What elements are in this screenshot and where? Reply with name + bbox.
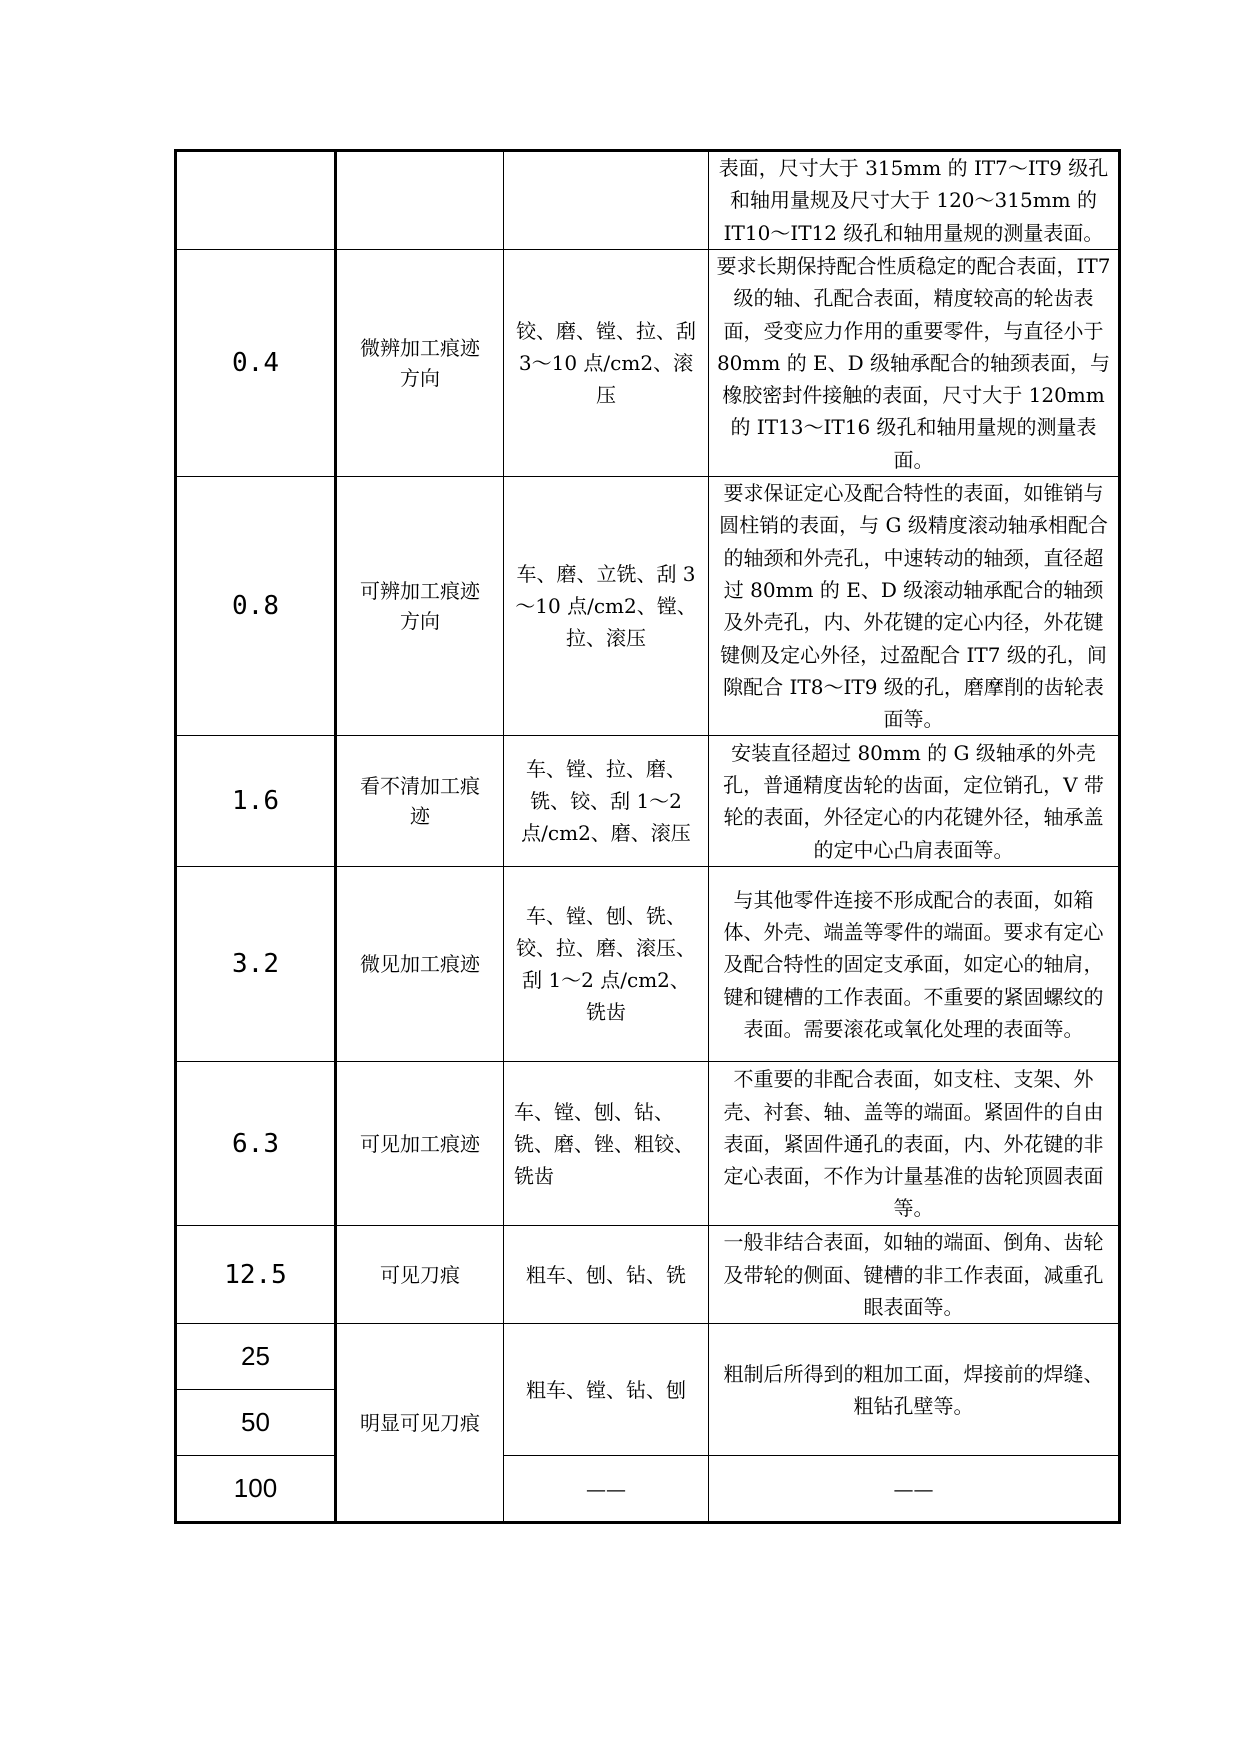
roughness-value: 50 — [176, 1390, 336, 1456]
machining-methods: 车、镗、刨、铣、铰、拉、磨、滚压、刮 1～2 点/cm2、铣齿 — [504, 867, 709, 1062]
table-row — [176, 867, 1120, 1062]
table-row — [176, 1226, 1120, 1324]
roughness-value: 0.4 — [176, 250, 336, 477]
surface-feature: 可见加工痕迹 — [336, 1062, 504, 1226]
application-examples: 要求保证定心及配合特性的表面，如锥销与圆柱销的表面，与 G 级精度滚动轴承相配合的轴颈和外壳孔，中速转动的轴颈，直径超过 80mm 的 E、D 级滚动轴承配合的轴颈及外壳孔，内、外花键的定心内径，外花键键侧及定心外径，过盈配合 IT7 级的孔，间隙配合 IT8～IT9 级的孔，磨摩削的齿轮表面等。 — [709, 477, 1120, 736]
table-row — [176, 1062, 1120, 1226]
roughness-table — [174, 149, 1121, 1524]
roughness-value: 25 — [176, 1324, 336, 1390]
surface-feature — [336, 151, 504, 250]
machining-methods-dash: —— — [504, 1456, 709, 1523]
application-examples: 与其他零件连接不形成配合的表面，如箱体、外壳、端盖等零件的端面。要求有定心及配合特性的固定支承面，如定心的轴肩，键和键槽的工作表面。不重要的紧固螺纹的表面。需要滚花或氧化处理的表面等。 — [709, 867, 1120, 1062]
roughness-value: 3.2 — [176, 867, 336, 1062]
roughness-value: 1.6 — [176, 736, 336, 867]
table-row — [176, 151, 1120, 250]
surface-feature: 明显可见刀痕 — [336, 1324, 504, 1523]
table-row — [176, 736, 1120, 867]
application-examples: 一般非结合表面，如轴的端面、倒角、齿轮及带轮的侧面、键槽的非工作表面，减重孔眼表面等。 — [709, 1226, 1120, 1324]
surface-feature: 看不清加工痕迹 — [336, 736, 504, 867]
surface-feature: 微见加工痕迹 — [336, 867, 504, 1062]
table-row — [176, 477, 1120, 736]
application-examples: 要求长期保持配合性质稳定的配合表面，IT7 级的轴、孔配合表面，精度较高的轮齿表面，受变应力作用的重要零件，与直径小于 80mm 的 E、D 级轴承配合的轴颈表面，与橡胶密封件接触的表面，尺寸大于 120mm 的 IT13～IT16 级孔和轴用量规的测量表面。 — [709, 250, 1120, 477]
machining-methods: 车、磨、立铣、刮 3～10 点/cm2、镗、拉、滚压 — [504, 477, 709, 736]
surface-feature: 可辨加工痕迹方向 — [336, 477, 504, 736]
surface-feature: 可见刀痕 — [336, 1226, 504, 1324]
application-examples: 不重要的非配合表面，如支柱、支架、外壳、衬套、轴、盖等的端面。紧固件的自由表面，紧固件通孔的表面，内、外花键的非定心表面，不作为计量基准的齿轮顶圆表面等。 — [709, 1062, 1120, 1226]
table-row — [176, 1324, 1120, 1390]
table-row — [176, 250, 1120, 477]
machining-methods: 粗车、镗、钻、刨 — [504, 1324, 709, 1456]
machining-methods: 车、镗、拉、磨、铣、铰、刮 1～2 点/cm2、磨、滚压 — [504, 736, 709, 867]
machining-methods: 铰、磨、镗、拉、刮 3～10 点/cm2、滚压 — [504, 250, 709, 477]
application-examples: 表面，尺寸大于 315mm 的 IT7～IT9 级孔和轴用量规及尺寸大于 120～315mm 的 IT10～IT12 级孔和轴用量规的测量表面。 — [709, 151, 1120, 250]
application-examples-dash: —— — [709, 1456, 1120, 1523]
application-examples: 安装直径超过 80mm 的 G 级轴承的外壳孔，普通精度齿轮的齿面，定位销孔，V 带轮的表面，外径定心的内花键外径，轴承盖的定中心凸肩表面等。 — [709, 736, 1120, 867]
surface-feature: 微辨加工痕迹方向 — [336, 250, 504, 477]
roughness-value: 12.5 — [176, 1226, 336, 1324]
machining-methods: 粗车、刨、钻、铣 — [504, 1226, 709, 1324]
machining-methods — [504, 151, 709, 250]
roughness-value — [176, 151, 336, 250]
roughness-value: 100 — [176, 1456, 336, 1523]
roughness-value: 0.8 — [176, 477, 336, 736]
machining-methods: 车、镗、刨、钻、铣、磨、锉、粗铰、铣齿 — [504, 1062, 709, 1226]
table-row — [176, 1456, 1120, 1523]
application-examples: 粗制后所得到的粗加工面，焊接前的焊缝、粗钻孔壁等。 — [709, 1324, 1120, 1456]
roughness-value: 6.3 — [176, 1062, 336, 1226]
